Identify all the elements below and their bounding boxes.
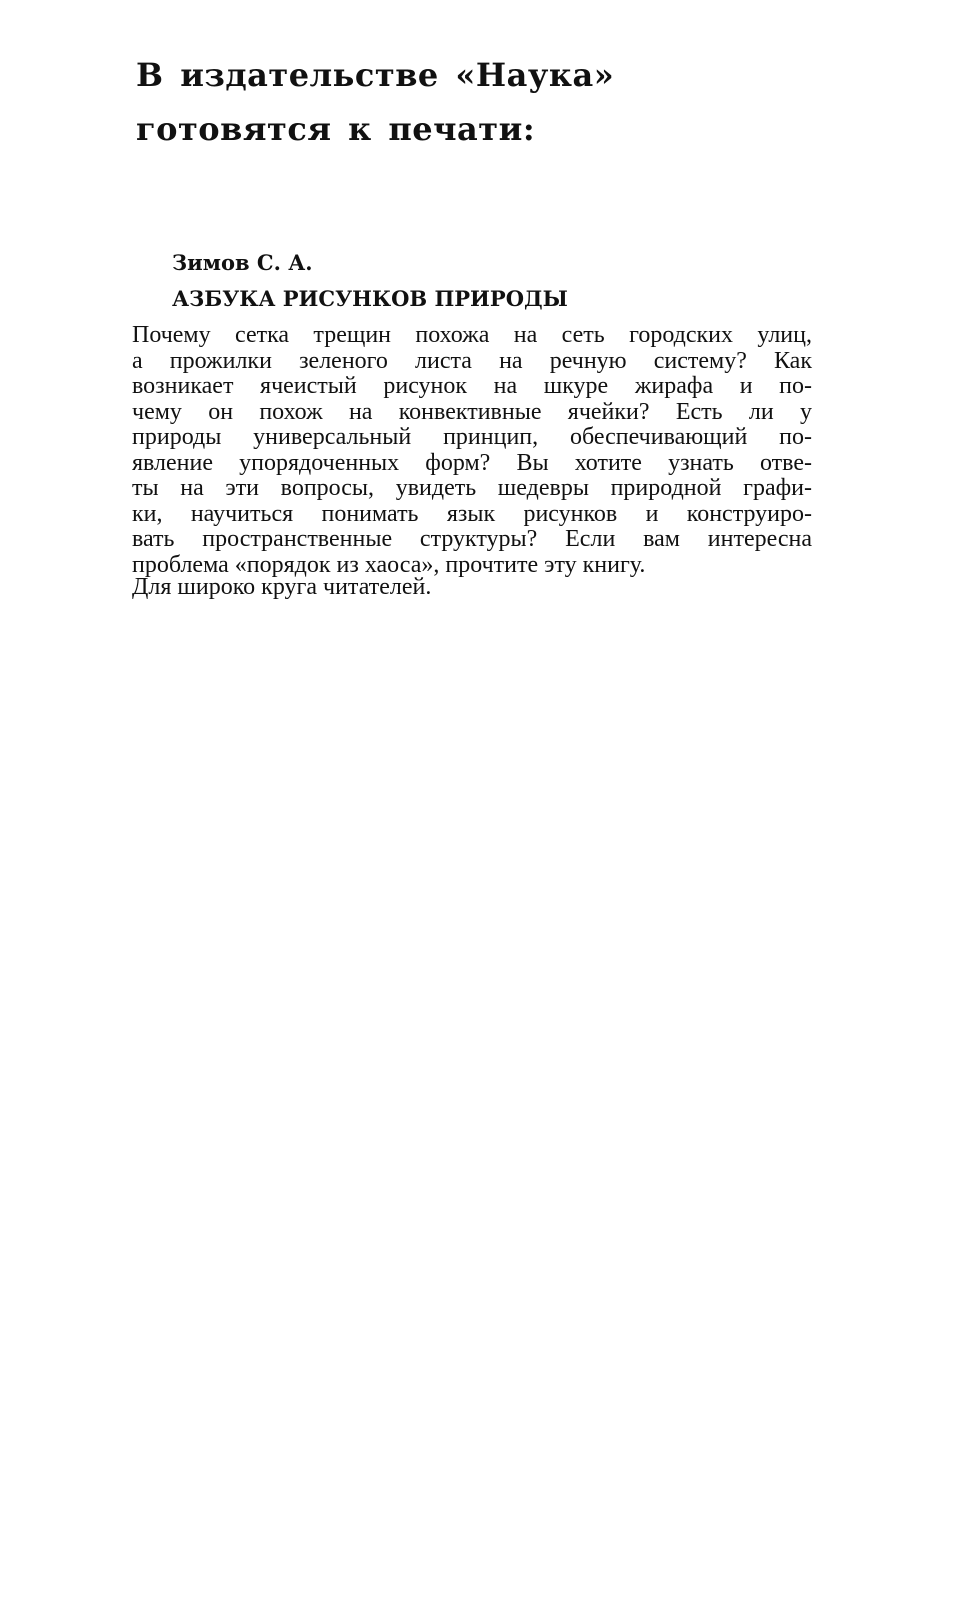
description-line: явление упорядоченных форм? Вы хотите узнать отве- [132, 449, 812, 476]
announcement-heading [136, 48, 614, 156]
description-line: ки, научиться понимать язык рисунков и конструиро- [132, 500, 812, 527]
heading-line-2: готовятся к печати: [136, 110, 536, 148]
heading-line-1: В издательстве «Наука» [136, 56, 615, 94]
description-line: природы универсальный принцип, обеспечивающий по- [132, 424, 812, 450]
description-line: а прожилки зеленого листа на речную систему? Как [132, 347, 812, 374]
audience-note: Для широко круга читателей. [132, 574, 432, 600]
description-line: ты на эти вопросы, увидеть шедевры природной графи- [132, 475, 812, 501]
book-description [132, 323, 812, 578]
description-line: вать пространственные структуры? Если вам интересна [132, 526, 812, 552]
description-line: возникает ячеистый рисунок на шкуре жирафа и по- [132, 373, 812, 399]
book-title: АЗБУКА РИСУНКОВ ПРИРОДЫ [172, 286, 568, 311]
book-author: Зимов С. А. [172, 250, 313, 275]
description-line: Почему сетка трещин похожа на сеть городских улиц, [132, 322, 812, 348]
description-line: чему он похож на конвективные ячейки? Есть ли у [132, 398, 812, 425]
description-line: проблема «порядок из хаоса», прочтите эту книгу. [132, 551, 646, 578]
